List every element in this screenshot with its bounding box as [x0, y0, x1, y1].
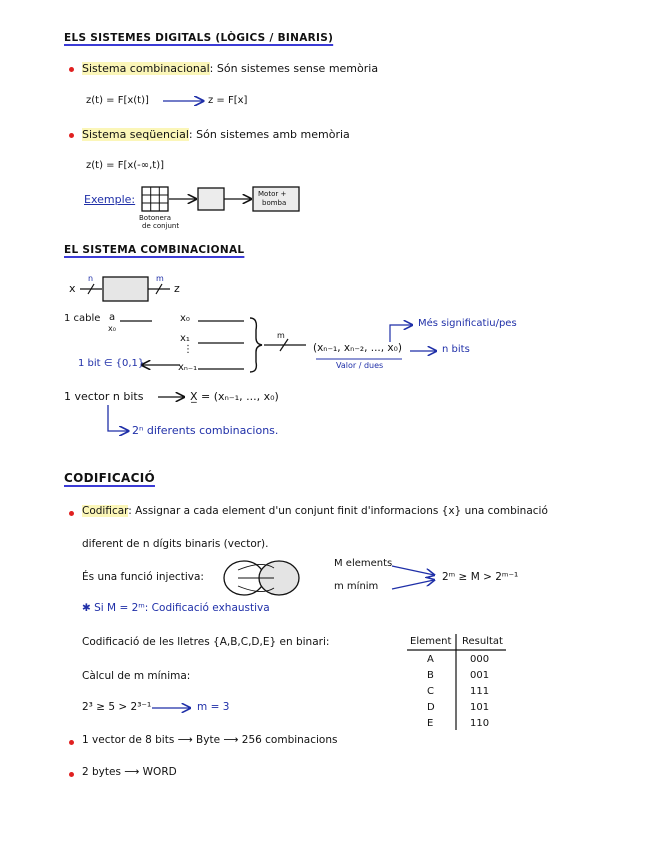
comb-formula-left: z(t) = F[x(t)] [86, 95, 149, 106]
cod-term: Codificar [82, 505, 129, 517]
example-label: Exemple: [84, 193, 136, 206]
motor-label-1: Motor + [258, 190, 287, 198]
exhaustive-text: ✱ Si M = 2ᵐ: Codificació exhaustiva [82, 602, 270, 614]
in-x0: x₀ [180, 313, 190, 324]
bullet [69, 133, 74, 138]
comb-block [103, 277, 148, 301]
bit-set: 1 bit ∈ {0,1} [78, 358, 145, 369]
input-x: x [69, 282, 76, 295]
tuple: (xₙ₋₁, xₙ₋₂, ..., x₀) [313, 342, 402, 354]
in-x1: x₁ [180, 333, 190, 344]
combinations: 2ⁿ diferents combinacions. [132, 424, 279, 437]
table-cell: D [427, 702, 435, 713]
output-m: m [156, 274, 164, 283]
seq-def: : Són sistemes amb memòria [188, 128, 350, 141]
letters-line: Codificació de les lletres {A,B,C,D,E} en binari: [82, 636, 330, 648]
bus-m: m [277, 331, 285, 340]
min-calc: Càlcul de m mínima: [82, 670, 191, 682]
bullet [69, 511, 74, 516]
seq-line [82, 128, 350, 141]
in-xn1: xₙ₋₁ [178, 362, 198, 373]
system-box [198, 188, 224, 210]
table-cell: 111 [470, 686, 490, 697]
in-dots: ⋮ [183, 344, 193, 355]
brace [250, 318, 262, 372]
injective-diagram [224, 561, 299, 595]
table-cell: B [427, 670, 434, 681]
inequality: 2ᵐ ≥ M > 2ᵐ⁻¹ [442, 571, 519, 583]
word-line: 2 bytes ⟶ WORD [82, 766, 177, 778]
keypad-icon [142, 187, 168, 211]
comb-line [82, 62, 378, 75]
injective-label: És una funció injectiva: [82, 571, 204, 583]
cod-def-1: : Assignar a cada element d'un conjunt finit d'informacions {x} una combinació [128, 505, 548, 517]
comb-formula-right: z = F[x] [208, 95, 248, 106]
value-note: Valor / dues [336, 361, 384, 370]
comb-term: Sistema combinacional [82, 62, 210, 75]
cable-x0: x₀ [108, 324, 116, 333]
table-cell: A [427, 654, 434, 665]
byte-line: 1 vector de 8 bits ⟶ Byte ⟶ 256 combinacions [82, 734, 338, 746]
cable-label: 1 cable [64, 313, 101, 324]
comb-def: : Són sistemes sense memòria [209, 62, 379, 75]
table-cell: C [427, 686, 434, 697]
cable-a: a [109, 312, 116, 323]
min-ineq: 2³ ≥ 5 > 2³⁻¹ [82, 701, 152, 713]
table-cell: E [427, 718, 434, 729]
exhaustive [82, 602, 270, 614]
bullet [69, 740, 74, 745]
bullet [69, 772, 74, 777]
table-header-result: Resultat [462, 636, 503, 647]
keypad-caption-1: Botonera [139, 214, 172, 222]
table-cell: 000 [470, 654, 490, 665]
section-heading-cod: CODIFICACIÓ [64, 471, 155, 485]
table-cell: 101 [470, 702, 490, 713]
vector-text: 1 vector n bits [64, 390, 144, 403]
seq-formula: z(t) = F[x(-∞,t)] [86, 160, 165, 171]
section-heading-comb: EL SISTEMA COMBINACIONAL [64, 244, 245, 256]
cod-def-2: diferent de n dígits binaris (vector). [82, 538, 269, 550]
m-elements: M elements [334, 558, 393, 569]
min-result: m = 3 [197, 701, 230, 713]
output-z: z [174, 282, 180, 295]
table-cell: 110 [470, 718, 490, 729]
motor-label-2: bomba [262, 199, 287, 207]
seq-term: Sistema seqüencial [82, 128, 189, 141]
table-cell: 001 [470, 670, 490, 681]
table-header-element: Element [410, 636, 452, 647]
cod-line-1 [82, 505, 548, 517]
bullet [69, 67, 74, 72]
input-n: n [88, 274, 94, 283]
vector-result: X̲ = (xₙ₋₁, ..., x₀) [190, 390, 279, 403]
n-bits: n bits [442, 344, 470, 355]
m-min: m mínim [334, 581, 379, 592]
weight-note: Més significatiu/pes [418, 318, 517, 329]
keypad-caption-2: de conjunt [142, 222, 180, 230]
page-title: ELS SISTEMES DIGITALS (LÒGICS / BINARIS) [64, 32, 334, 44]
